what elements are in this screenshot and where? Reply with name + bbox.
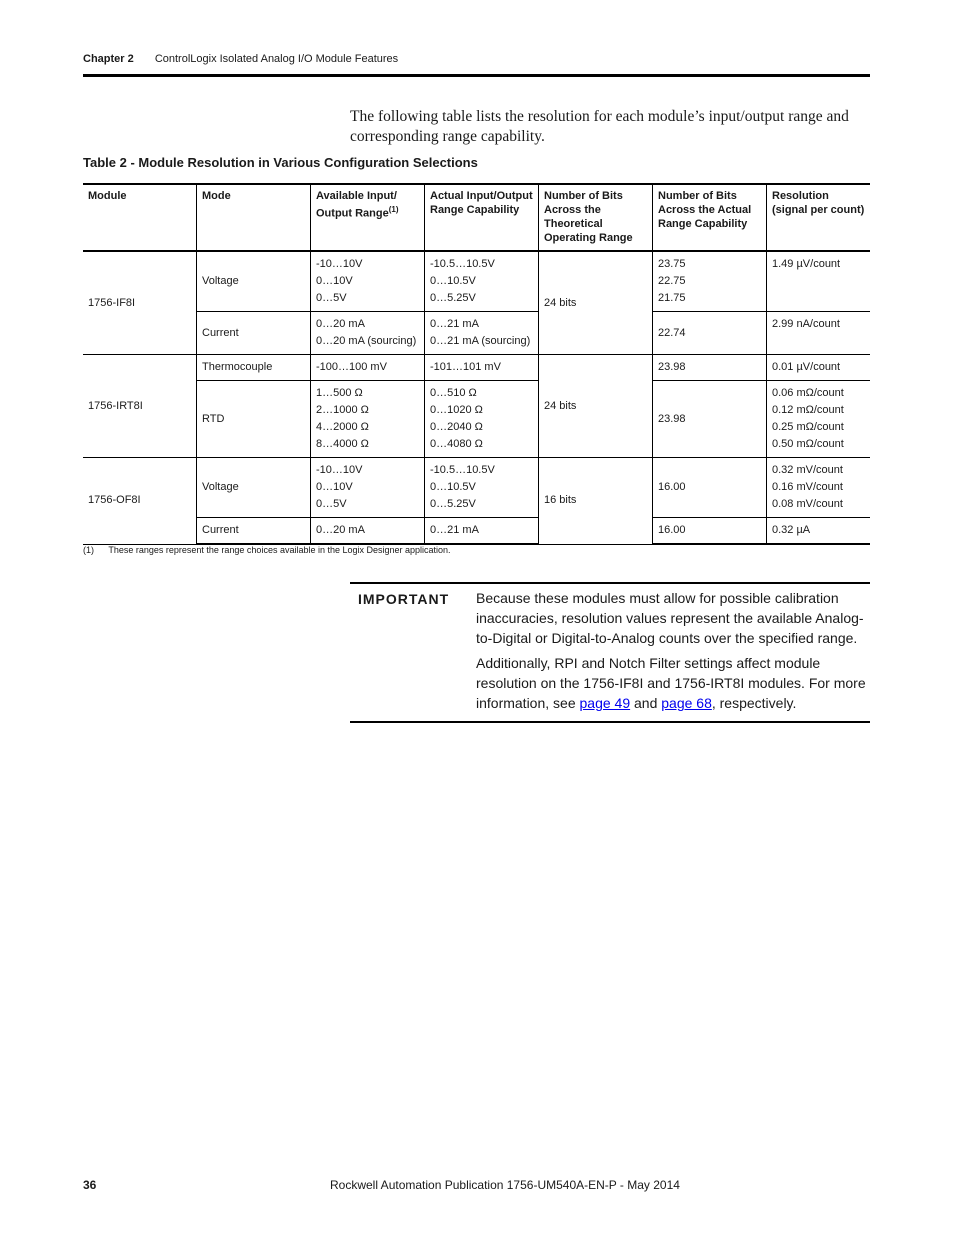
bits-actual-cell — [653, 251, 767, 312]
mode-cell: RTD — [197, 381, 311, 458]
actual-value: 0…10.5V — [430, 481, 476, 493]
header-rule — [83, 74, 870, 77]
bits-actual-cell — [653, 518, 767, 545]
page-number: 36 — [83, 1178, 97, 1192]
bits-theoretical-cell: 16 bits — [539, 458, 653, 545]
available-cell — [311, 381, 425, 458]
table-row — [83, 458, 870, 518]
actual-cell — [425, 381, 539, 458]
important-paragraph-2 — [476, 653, 870, 713]
actual-cell — [425, 458, 539, 518]
resolution-cell — [767, 518, 871, 545]
header-bits-theoretical: Number of Bits Across the Theoretical Operating Range — [539, 184, 653, 251]
mode-cell: Voltage — [197, 458, 311, 518]
actual-value: 0…4080 Ω — [430, 438, 483, 450]
bits-theoretical-cell: 24 bits — [539, 251, 653, 355]
table-row — [83, 518, 870, 545]
mode-cell: Thermocouple — [197, 355, 311, 381]
bits-theoretical-cell: 24 bits — [539, 355, 653, 458]
page-68-link[interactable]: page 68 — [661, 695, 712, 711]
resolution-value: 0.25 mΩ/count — [772, 421, 844, 433]
mode-cell: Current — [197, 518, 311, 545]
table-row — [83, 355, 870, 381]
resolution-cell — [767, 312, 871, 355]
actual-value: 0…21 mA — [430, 318, 479, 330]
resolution-value: 0.32 µA — [772, 524, 811, 536]
bits-actual-cell — [653, 312, 767, 355]
page-header — [83, 53, 398, 65]
available-value: 8…4000 Ω — [316, 438, 369, 450]
available-value: 0…5V — [316, 498, 347, 510]
bits-actual-value: 23.98 — [658, 361, 686, 373]
chapter-label: Chapter 2 — [83, 53, 134, 65]
bits-actual-value: 23.98 — [658, 412, 686, 425]
resolution-table — [83, 183, 870, 545]
header-mode: Mode — [197, 184, 311, 251]
chapter-title: ControlLogix Isolated Analog I/O Module Features — [154, 53, 399, 65]
footnote-text: These ranges represent the range choices available in the Logix Designer application. — [108, 545, 451, 555]
important-text: and — [630, 695, 662, 711]
available-cell — [311, 312, 425, 355]
page-49-link[interactable]: page 49 — [579, 695, 631, 711]
actual-value: -10.5…10.5V — [430, 464, 495, 476]
resolution-value: 0.16 mV/count — [772, 481, 843, 493]
actual-value: 0…5.25V — [430, 498, 476, 510]
bits-actual-value: 16.00 — [658, 481, 686, 493]
resolution-value: 0.08 mV/count — [772, 498, 843, 510]
module-cell: 1756-IRT8I — [83, 355, 197, 458]
available-value: 0…10V — [316, 275, 353, 287]
table-header-row — [83, 184, 870, 251]
actual-cell — [425, 355, 539, 381]
header-resolution: Resolution (signal per count) — [767, 184, 871, 251]
module-cell: 1756-IF8I — [83, 251, 197, 355]
resolution-value: 0.01 µV/count — [772, 361, 841, 373]
available-cell — [311, 355, 425, 381]
actual-cell — [425, 251, 539, 312]
resolution-value: 0.32 mV/count — [772, 464, 843, 476]
resolution-cell — [767, 381, 871, 458]
bits-actual-cell — [653, 458, 767, 518]
bits-actual-value: 16.00 — [658, 524, 686, 536]
available-cell — [311, 518, 425, 545]
available-value: 4…2000 Ω — [316, 421, 369, 433]
actual-value: -101…101 mV — [430, 361, 501, 373]
bits-actual-cell — [653, 381, 767, 458]
actual-value: 0…21 mA (sourcing) — [430, 335, 531, 347]
actual-value: 0…21 mA — [430, 524, 479, 536]
available-value: -10…10V — [316, 258, 363, 270]
available-value: 0…5V — [316, 292, 347, 304]
bits-actual-value: 22.74 — [658, 326, 686, 339]
resolution-value: 1.49 µV/count — [772, 258, 841, 270]
table-footnote — [83, 545, 451, 555]
bits-actual-value: 22.75 — [658, 275, 686, 287]
actual-value: 0…5.25V — [430, 292, 476, 304]
important-body — [476, 588, 870, 718]
available-value: -10…10V — [316, 464, 363, 476]
intro-paragraph: The following table lists the resolution for each module’s input/output range and corresponding range capability. — [350, 108, 849, 145]
actual-cell — [425, 312, 539, 355]
actual-value: 0…1020 Ω — [430, 404, 483, 416]
important-text: , respectively. — [711, 695, 797, 711]
available-value: 2…1000 Ω — [316, 404, 369, 416]
header-module: Module — [83, 184, 197, 251]
resolution-value: 0.06 mΩ/count — [772, 387, 844, 399]
resolution-value: 0.50 mΩ/count — [772, 438, 844, 450]
resolution-cell — [767, 458, 871, 518]
header-available-range — [311, 184, 425, 251]
important-paragraph-1: Because these modules must allow for possible calibration inaccuracies, resolution values represent the available Analog-to-Digital or Digital-to-Analog counts over the specified range. — [476, 590, 864, 646]
available-value: 1…500 Ω — [316, 387, 363, 399]
resolution-cell — [767, 355, 871, 381]
bits-actual-cell — [653, 355, 767, 381]
available-value: 0…20 mA (sourcing) — [316, 335, 417, 347]
footnote-number: (1) — [83, 545, 94, 555]
bits-actual-value: 23.75 — [658, 258, 686, 270]
available-value: 0…20 mA — [316, 318, 365, 330]
module-cell: 1756-OF8I — [83, 458, 197, 545]
mode-cell: Voltage — [197, 251, 311, 312]
important-label: IMPORTANT — [358, 591, 450, 607]
table-row — [83, 312, 870, 355]
resolution-value: 2.99 nA/count — [772, 318, 840, 330]
actual-value: 0…10.5V — [430, 275, 476, 287]
actual-value: 0…510 Ω — [430, 387, 477, 399]
available-value: 0…20 mA — [316, 524, 365, 536]
mode-cell: Current — [197, 312, 311, 355]
important-bottom-rule — [350, 721, 870, 723]
actual-value: -10.5…10.5V — [430, 258, 495, 270]
bits-actual-value: 21.75 — [658, 292, 686, 304]
actual-cell — [425, 518, 539, 545]
publication-info: Rockwell Automation Publication 1756-UM540A-EN-P - May 2014 — [330, 1178, 680, 1192]
header-bits-actual: Number of Bits Across the Actual Range Capability — [653, 184, 767, 251]
available-value: 0…10V — [316, 481, 353, 493]
actual-value: 0…2040 Ω — [430, 421, 483, 433]
table-row — [83, 381, 870, 458]
table-caption: Table 2 - Module Resolution in Various Configuration Selections — [83, 155, 478, 170]
available-cell — [311, 458, 425, 518]
header-available-range-text: Available Input/ Output Range — [316, 190, 397, 220]
resolution-value: 0.12 mΩ/count — [772, 404, 844, 416]
footnote-marker: (1) — [388, 205, 399, 214]
important-top-rule — [350, 582, 870, 584]
available-value: -100…100 mV — [316, 361, 387, 373]
resolution-cell — [767, 251, 871, 312]
available-cell — [311, 251, 425, 312]
table-row — [83, 251, 870, 312]
important-text: Additionally, RPI and Notch Filter settings affect module resolution on the 1756-IF8I and 1756-IRT8I modules. For more information, see — [476, 655, 866, 711]
header-actual-range: Actual Input/Output Range Capability — [425, 184, 539, 251]
